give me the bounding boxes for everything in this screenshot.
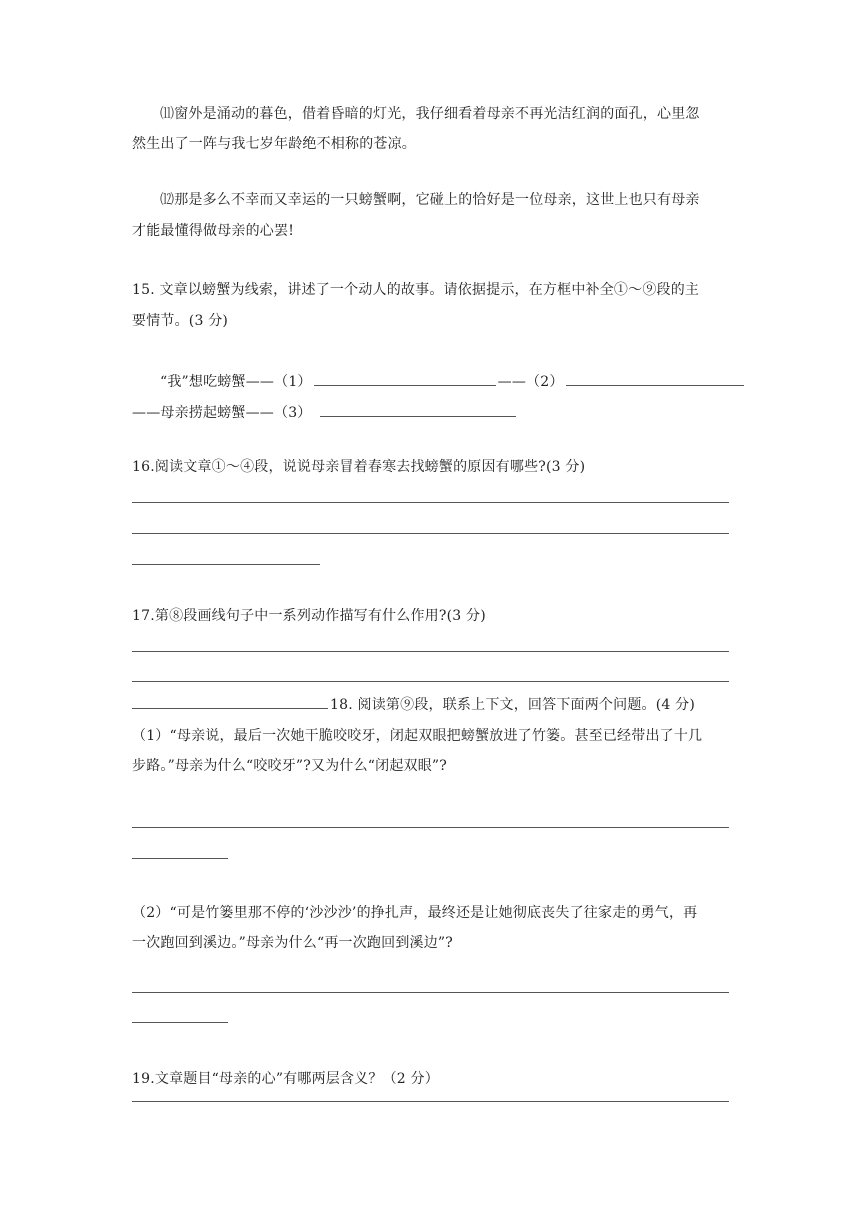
paragraph-11-line-1: ⑾窗外是涌动的暮色，借着昏暗的灯光，我仔细看着母亲不再光洁红润的面孔，心里忽 bbox=[160, 106, 700, 122]
answer-line[interactable] bbox=[132, 992, 729, 993]
answer-line[interactable] bbox=[132, 681, 729, 682]
answer-line[interactable] bbox=[132, 564, 320, 565]
plot-chain-line-1 bbox=[160, 371, 744, 392]
plot-chain-line2-start: ——母亲捞起螃蟹——（3） bbox=[132, 405, 312, 421]
question-18-sub2-line-1: （2）“可是竹篓里那不停的‘沙沙沙’的挣扎声，最终还是让她彻底丧失了往家走的勇气，再 bbox=[132, 905, 698, 921]
answer-blank-1[interactable] bbox=[314, 371, 496, 386]
answer-line[interactable] bbox=[132, 502, 729, 503]
paragraph-11-line-2: 然生出了一阵与我七岁年龄绝不相称的苍凉。 bbox=[132, 136, 416, 152]
question-16-text: 16.阅读文章①～④段，说说母亲冒着春寒去找螃蟹的原因有哪些?(3 分) bbox=[132, 459, 586, 475]
answer-line[interactable] bbox=[132, 1101, 729, 1102]
paragraph-12-line-1: ⑿那是多么不幸而又幸运的一只螃蟹啊，它碰上的恰好是一位母亲，这世上也只有母亲 bbox=[160, 192, 700, 208]
answer-line[interactable] bbox=[132, 827, 729, 828]
question-15-line-1: 15. 文章以螃蟹为线索，讲述了一个动人的故事。请依据提示，在方框中补全①～⑨段的主 bbox=[132, 282, 700, 298]
question-18-line bbox=[132, 694, 695, 715]
answer-line[interactable] bbox=[132, 858, 228, 859]
plot-chain-start: “我”想吃螃蟹——（1） bbox=[160, 374, 312, 390]
plot-chain-mid: ——（2） bbox=[497, 374, 564, 390]
answer-line[interactable] bbox=[132, 533, 729, 534]
question-17-text: 17.第⑧段画线句子中一系列动作描写有什么作用?(3 分) bbox=[132, 608, 486, 624]
question-18-sub1-line-1: （1）“母亲说，最后一次她干脆咬咬牙，闭起双眼把螃蟹放进了竹篓。甚至已经带出了十几 bbox=[132, 728, 703, 744]
plot-chain-line-2 bbox=[132, 402, 516, 423]
paragraph-12-line-2: 才能最懂得做母亲的心罢! bbox=[132, 223, 295, 239]
question-18-sub1-line-2: 步路。”母亲为什么“咬咬牙”?又为什么“闭起双眼”? bbox=[132, 758, 447, 774]
question-18-sub2-line-2: 一次跑回到溪边。”母亲为什么“再一次跑回到溪边”? bbox=[132, 935, 453, 951]
answer-blank-17[interactable] bbox=[132, 694, 328, 709]
answer-line[interactable] bbox=[132, 651, 729, 652]
answer-line[interactable] bbox=[132, 1022, 228, 1023]
question-18-text: 18. 阅读第⑨段，联系上下文，回答下面两个问题。(4 分) bbox=[330, 697, 695, 713]
answer-blank-2[interactable] bbox=[566, 371, 744, 386]
question-19-text: 19.文章题目“母亲的心”有哪两层含义？（2 分） bbox=[132, 1071, 439, 1087]
answer-blank-3[interactable] bbox=[320, 402, 516, 417]
question-15-line-2: 要情节。(3 分) bbox=[132, 313, 229, 329]
